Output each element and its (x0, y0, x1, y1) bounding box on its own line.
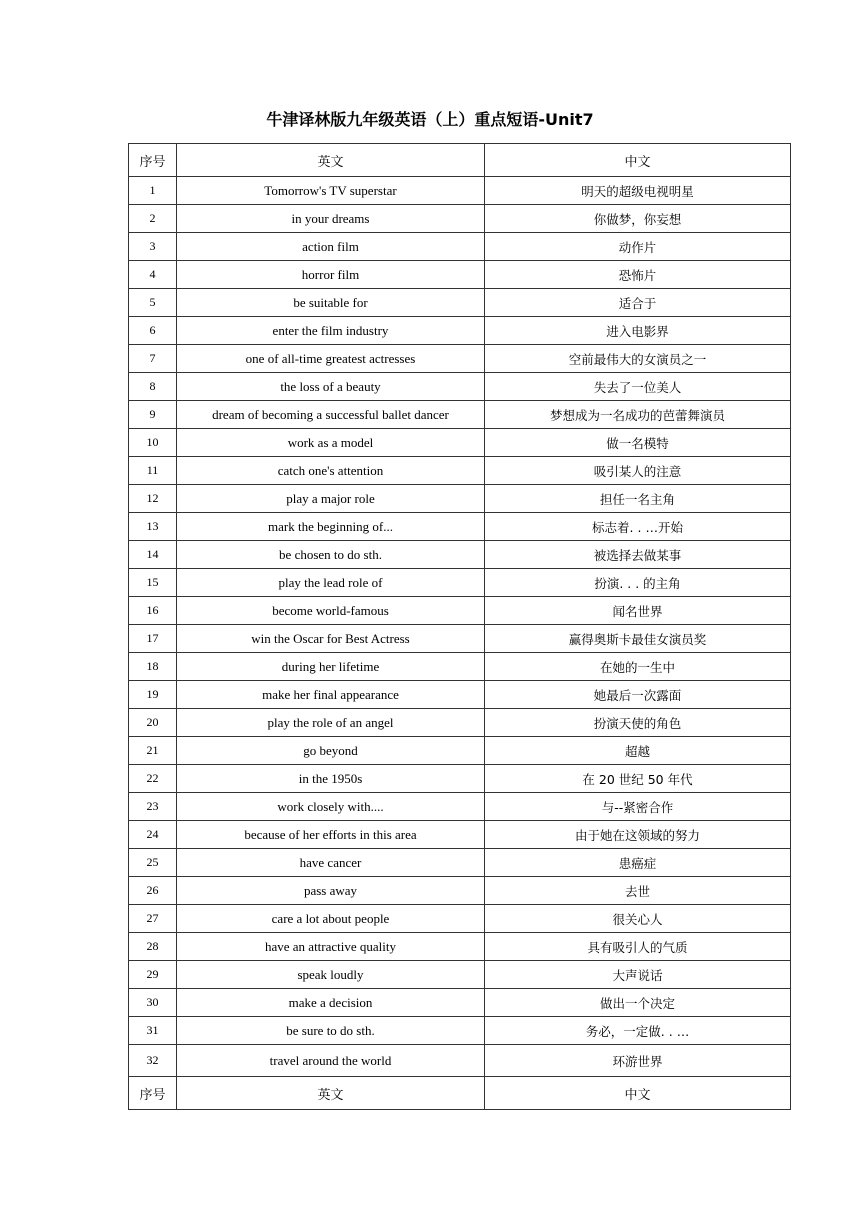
row-english: be chosen to do sth. (177, 541, 485, 569)
row-chinese: 很关心人 (485, 905, 791, 933)
row-english: dream of becoming a successful ballet dancer (177, 401, 485, 429)
row-num: 25 (129, 849, 177, 877)
row-chinese: 务必，一定做. . … (485, 1017, 791, 1045)
row-english: have cancer (177, 849, 485, 877)
row-num: 28 (129, 933, 177, 961)
row-num: 12 (129, 485, 177, 513)
row-chinese: 与--紧密合作 (485, 793, 791, 821)
row-english: go beyond (177, 737, 485, 765)
row-english: mark the beginning of... (177, 513, 485, 541)
row-chinese: 扮演天使的角色 (485, 709, 791, 737)
row-chinese: 吸引某人的注意 (485, 457, 791, 485)
table-row (129, 933, 791, 961)
row-english: win the Oscar for Best Actress (177, 625, 485, 653)
row-english: have an attractive quality (177, 933, 485, 961)
row-num: 20 (129, 709, 177, 737)
table-row (129, 989, 791, 1017)
row-num: 16 (129, 597, 177, 625)
row-num: 17 (129, 625, 177, 653)
table-row (129, 905, 791, 933)
row-english: play a major role (177, 485, 485, 513)
row-chinese: 失去了一位美人 (485, 373, 791, 401)
row-num: 3 (129, 233, 177, 261)
row-num: 10 (129, 429, 177, 457)
row-num: 22 (129, 765, 177, 793)
row-num: 9 (129, 401, 177, 429)
table-row (129, 541, 791, 569)
row-chinese: 标志着. . …开始 (485, 513, 791, 541)
table-row (129, 653, 791, 681)
row-num: 11 (129, 457, 177, 485)
row-english: pass away (177, 877, 485, 905)
row-chinese: 在她的一生中 (485, 653, 791, 681)
row-num: 30 (129, 989, 177, 1017)
row-num: 1 (129, 177, 177, 205)
row-english: become world-famous (177, 597, 485, 625)
row-english: work closely with.... (177, 793, 485, 821)
row-english: in the 1950s (177, 765, 485, 793)
row-chinese: 你做梦，你妄想 (485, 205, 791, 233)
row-english: work as a model (177, 429, 485, 457)
table-row (129, 429, 791, 457)
row-num: 23 (129, 793, 177, 821)
row-chinese: 大声说话 (485, 961, 791, 989)
row-english: one of all-time greatest actresses (177, 345, 485, 373)
table-row (129, 233, 791, 261)
table-header-row (129, 144, 791, 177)
row-english: because of her efforts in this area (177, 821, 485, 849)
row-english: the loss of a beauty (177, 373, 485, 401)
page-title: 牛津译林版九年级英语（上）重点短语-Unit7 (266, 110, 594, 129)
table-row (129, 793, 791, 821)
table-row (129, 821, 791, 849)
table-row (129, 1017, 791, 1045)
footer-chinese: 中文 (485, 1077, 791, 1110)
row-chinese: 赢得奥斯卡最佳女演员奖 (485, 625, 791, 653)
row-english: catch one's attention (177, 457, 485, 485)
table-row (129, 485, 791, 513)
row-num: 26 (129, 877, 177, 905)
row-num: 31 (129, 1017, 177, 1045)
row-num: 4 (129, 261, 177, 289)
row-english: make her final appearance (177, 681, 485, 709)
table-row (129, 1045, 791, 1077)
row-chinese: 超越 (485, 737, 791, 765)
table-row (129, 401, 791, 429)
row-chinese: 闻名世界 (485, 597, 791, 625)
table-row (129, 737, 791, 765)
row-chinese: 动作片 (485, 233, 791, 261)
row-english: play the role of an angel (177, 709, 485, 737)
phrase-table (128, 143, 791, 1110)
row-num: 32 (129, 1045, 177, 1077)
row-chinese: 明天的超级电视明星 (485, 177, 791, 205)
row-chinese: 环游世界 (485, 1045, 791, 1077)
row-english: travel around the world (177, 1045, 485, 1077)
row-num: 5 (129, 289, 177, 317)
table-row (129, 457, 791, 485)
table-row (129, 765, 791, 793)
table-row (129, 625, 791, 653)
row-num: 8 (129, 373, 177, 401)
row-num: 6 (129, 317, 177, 345)
row-chinese: 扮演. . . 的主角 (485, 569, 791, 597)
row-num: 18 (129, 653, 177, 681)
row-chinese: 被选择去做某事 (485, 541, 791, 569)
row-chinese: 空前最伟大的女演员之一 (485, 345, 791, 373)
table-row (129, 345, 791, 373)
row-english: be sure to do sth. (177, 1017, 485, 1045)
row-num: 2 (129, 205, 177, 233)
row-chinese: 做一名模特 (485, 429, 791, 457)
row-num: 27 (129, 905, 177, 933)
row-chinese: 恐怖片 (485, 261, 791, 289)
row-chinese: 进入电影界 (485, 317, 791, 345)
row-english: during her lifetime (177, 653, 485, 681)
row-english: horror film (177, 261, 485, 289)
row-num: 15 (129, 569, 177, 597)
table-footer-row (129, 1077, 791, 1110)
row-num: 21 (129, 737, 177, 765)
table-row (129, 289, 791, 317)
row-english: in your dreams (177, 205, 485, 233)
row-num: 19 (129, 681, 177, 709)
row-chinese: 她最后一次露面 (485, 681, 791, 709)
row-english: action film (177, 233, 485, 261)
header-chinese: 中文 (485, 144, 791, 177)
row-chinese: 担任一名主角 (485, 485, 791, 513)
table-row (129, 709, 791, 737)
table-row (129, 261, 791, 289)
row-chinese: 由于她在这领域的努力 (485, 821, 791, 849)
header-english: 英文 (177, 144, 485, 177)
table-row (129, 569, 791, 597)
row-english: speak loudly (177, 961, 485, 989)
row-english: be suitable for (177, 289, 485, 317)
row-english: care a lot about people (177, 905, 485, 933)
footer-num: 序号 (129, 1077, 177, 1110)
row-num: 24 (129, 821, 177, 849)
footer-english: 英文 (177, 1077, 485, 1110)
header-num: 序号 (129, 144, 177, 177)
table-row (129, 177, 791, 205)
row-num: 13 (129, 513, 177, 541)
table-row (129, 877, 791, 905)
row-english: play the lead role of (177, 569, 485, 597)
row-chinese: 适合于 (485, 289, 791, 317)
row-num: 14 (129, 541, 177, 569)
table-row (129, 205, 791, 233)
table-row (129, 597, 791, 625)
row-english: Tomorrow's TV superstar (177, 177, 485, 205)
row-num: 29 (129, 961, 177, 989)
row-chinese: 去世 (485, 877, 791, 905)
table-row (129, 513, 791, 541)
row-chinese: 做出一个决定 (485, 989, 791, 1017)
row-chinese: 梦想成为一名成功的芭蕾舞演员 (485, 401, 791, 429)
row-num: 7 (129, 345, 177, 373)
row-english: make a decision (177, 989, 485, 1017)
table-row (129, 317, 791, 345)
row-chinese: 患癌症 (485, 849, 791, 877)
row-english: enter the film industry (177, 317, 485, 345)
table-row (129, 373, 791, 401)
table-row (129, 961, 791, 989)
table-row (129, 681, 791, 709)
row-chinese: 在 20 世纪 50 年代 (485, 765, 791, 793)
table-row (129, 849, 791, 877)
row-chinese: 具有吸引人的气质 (485, 933, 791, 961)
